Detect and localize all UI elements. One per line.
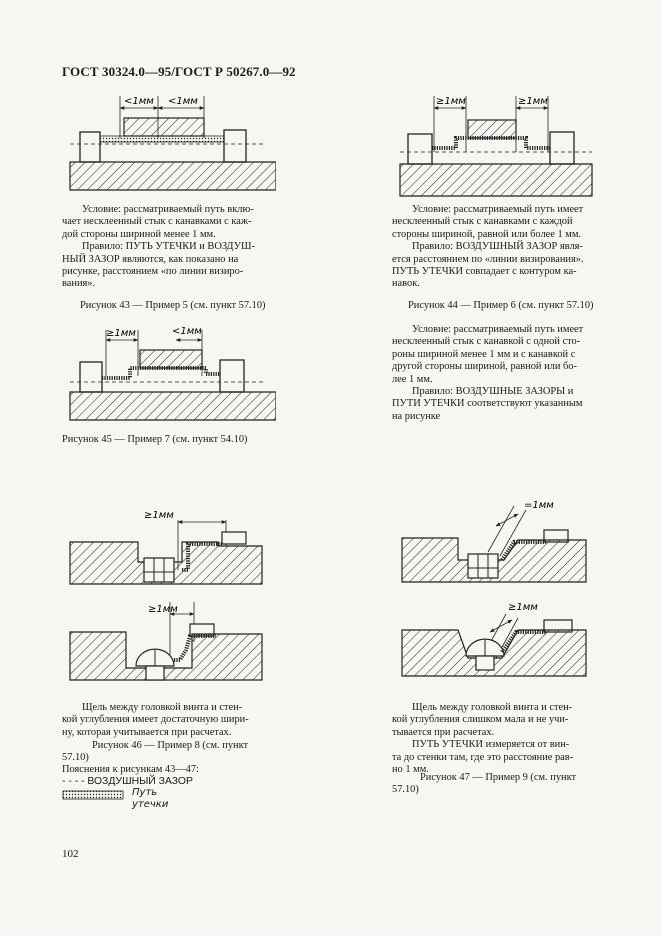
fig46-dim-label-2: ≥1мм bbox=[148, 604, 178, 615]
fig45-top-block bbox=[140, 350, 202, 368]
fig44-description: Условие: рассматриваемый путь имеет несклеенный стык с канавками с каждой стороны шириной, равной или более 1 мм. Правило: ВОЗДУШНЫЙ ЗАЗОР явля- ется расстоянием по «линии визирования». ПУТЬ УТЕЧКИ совпадает с контуром ка- навок. bbox=[392, 204, 584, 290]
page-number: 102 bbox=[62, 848, 79, 860]
fig43-top-block bbox=[124, 118, 204, 136]
fig46-dim-label-1: ≥1мм bbox=[144, 510, 174, 521]
fig45-dim-label-1: ≥1мм bbox=[106, 328, 136, 339]
legend-title: Пояснения к рисункам 43—47: bbox=[62, 764, 199, 775]
fig47-description: Щель между головкой винта и стен- кой углубления слишком мала и не учи- тывается при расчетах. ПУТЬ УТЕЧКИ измеряется от вин- та до стенки там, где это расстояние рав- но 1 мм. bbox=[392, 702, 574, 776]
figure-43 bbox=[66, 92, 276, 196]
fig46-description: Щель между головкой винта и стен- кой углубления имеет достаточную шири- ну, которая учитывается при расчетах. bbox=[62, 702, 249, 738]
fig45-dim-label-2: <1мм bbox=[172, 326, 202, 337]
fig43-caption: Рисунок 43 — Пример 5 (см. пункт 57.10) bbox=[80, 300, 266, 311]
legend-air-gap: - - - - ВОЗДУШНЫЙ ЗАЗОР bbox=[62, 776, 193, 787]
fig47-caption: Рисунок 47 — Пример 9 (см. пункт 57.10) bbox=[392, 772, 577, 796]
figure-46 bbox=[66, 500, 276, 694]
legend-leakage-path-swatch bbox=[62, 790, 124, 800]
fig47-dim-label-1: =1мм bbox=[524, 500, 554, 511]
fig45-caption: Рисунок 45 — Пример 7 (см. пункт 54.10) bbox=[62, 434, 248, 445]
fig43-dim-label-1: <1мм bbox=[124, 96, 154, 107]
fig44-caption: Рисунок 44 — Пример 6 (см. пункт 57.10) bbox=[408, 300, 594, 311]
document-header: ГОСТ 30324.0—95/ГОСТ Р 50267.0—92 bbox=[62, 64, 296, 79]
fig47-dim-label-2: ≥1мм bbox=[508, 602, 538, 613]
fig43-description: Условие: рассматриваемый путь вклю- чает несклеенный стык с канавками с каж- дой стороны шириной менее 1 мм. Правило: ПУТЬ УТЕЧКИ и ВОЗДУШ- НЫЙ ЗАЗОР являются, как показано на рисунке, расстоянием «по линии визиро- вания». bbox=[62, 204, 255, 290]
legend-path-label-2: утечки bbox=[132, 799, 169, 810]
fig44-top-block bbox=[468, 120, 516, 138]
figure-45 bbox=[66, 320, 276, 426]
fig44-dim-label-1: ≥1мм bbox=[436, 96, 466, 107]
figure-44 bbox=[396, 92, 596, 202]
fig46-caption: Рисунок 46 — Пример 8 (см. пункт 57.10) bbox=[62, 740, 249, 764]
figure-47 bbox=[396, 496, 596, 696]
fig44-dim-label-2: ≥1мм bbox=[518, 96, 548, 107]
fig45-description: Условие: рассматриваемый путь имеет несклеенный стык с канавкой с одной сто- роны шириной менее 1 мм и с канавкой с другой стороны шириной, равной или бо- лее 1 мм. Правило: ВОЗДУШНЫЕ ЗАЗОРЫ и ПУТИ УТЕЧКИ соответствуют указанным на рисунке bbox=[392, 324, 584, 422]
fig43-dim-label-2: <1мм bbox=[168, 96, 198, 107]
legend-path-label-1: Путь bbox=[132, 787, 158, 798]
